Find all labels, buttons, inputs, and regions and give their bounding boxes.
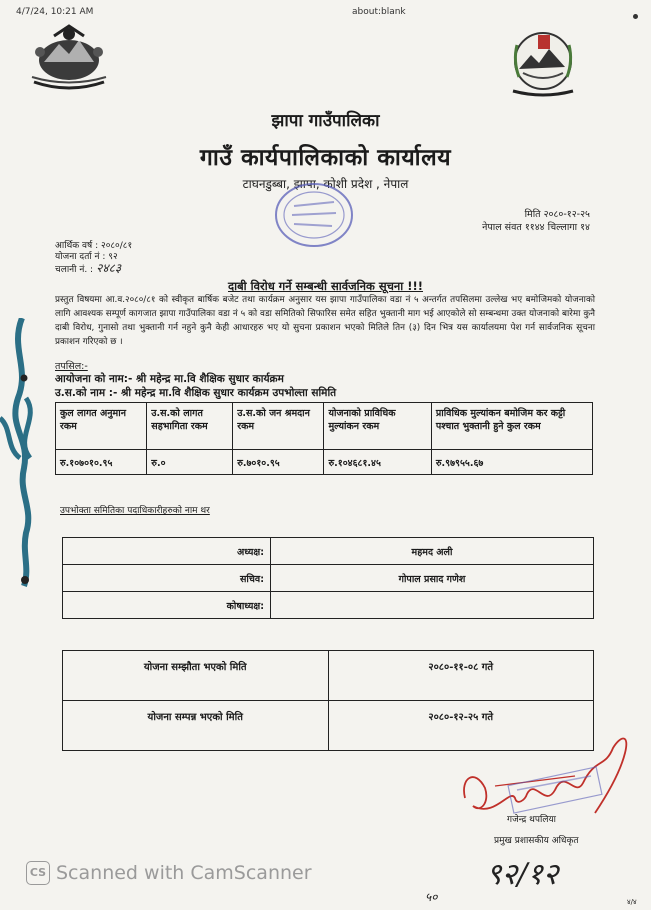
signatory-name: गजेन्द्र थपलिया	[507, 815, 557, 825]
dispatch-label: चलानी नं. :	[55, 265, 94, 275]
table-row	[63, 651, 594, 701]
date-nepal-sambat: नेपाल संवत ११४४ चिल्लागा १४	[482, 222, 590, 233]
official-role: सचिव:	[63, 565, 271, 592]
cost-header-cell: उ.स.को जन श्रमदान रकम	[233, 403, 324, 450]
binding-thread-icon	[0, 318, 48, 588]
office-stamp-icon	[272, 180, 356, 250]
officials-table	[62, 537, 594, 619]
page-number: ४/४	[627, 898, 637, 906]
signatory-role: प्रमुख प्रशासकीय अधिकृत	[494, 836, 579, 846]
schedule-label: योजना सम्झौता भएको मिति	[63, 651, 329, 701]
camscanner-logo-icon: CS	[26, 861, 50, 885]
handwritten-note: ५०	[425, 890, 438, 904]
tapsil-label: तपसिल:-	[55, 361, 88, 372]
nepal-emblem-icon	[24, 22, 114, 94]
officials-caption: उपभोक्ता समितिका पदाधिकारीहरुको नाम थर	[60, 506, 210, 516]
official-name: गोपाल प्रसाद गणेश	[271, 565, 594, 592]
handwritten-number: ९२/१२	[486, 857, 559, 892]
cost-table-header	[56, 403, 593, 450]
cost-header-cell: उ.स.को लागत सहभागिता रकम	[147, 403, 233, 450]
schedule-value: २०८०-१२-२५ गते	[328, 701, 594, 751]
table-row	[63, 592, 594, 619]
cost-header-cell: कुल लागत अनुमान रकम	[56, 403, 147, 450]
date-bs: मिति २०८०-१२-२५	[524, 209, 590, 220]
camscanner-text: Scanned with CamScanner	[56, 862, 312, 884]
committee-name: उ.स.को नाम :- श्री महेन्द्र मा.वि शैक्षिक सुधार कार्यक्रम उपभोल्ता समिति	[55, 387, 337, 399]
date-block	[440, 208, 590, 234]
official-role: अध्यक्ष:	[63, 538, 271, 565]
camscanner-watermark	[26, 861, 312, 885]
cost-header-cell: प्राविधिक मुल्यांकन बमोजिम कर कट्टी पश्चात भुक्तानी हुने कुल रकम	[431, 403, 592, 450]
official-name	[271, 592, 594, 619]
dispatch-number	[55, 263, 132, 276]
cost-table	[55, 402, 593, 475]
plan-registration: योजना दर्ता नं : ९२	[55, 252, 118, 262]
cost-value-cell: रु.९७९५५.६७	[431, 450, 592, 475]
cost-table-row	[56, 450, 593, 475]
schedule-value: २०८०-११-०८ गते	[328, 651, 594, 701]
official-role: कोषाध्यक्ष:	[63, 592, 271, 619]
table-row	[63, 565, 594, 592]
official-name: महमद अली	[271, 538, 594, 565]
cost-value-cell: रु.१०४६८१.४५	[324, 450, 431, 475]
print-dot	[633, 14, 638, 19]
municipality-name: झापा गाउँपालिका	[271, 111, 380, 131]
project-name: आयोजना को नाम:- श्री महेन्द्र मा.वि शैक्षिक सुधार कार्यक्रम	[55, 373, 284, 385]
print-datetime: 4/7/24, 10:21 AM	[16, 7, 94, 17]
office-address: टाघनडुब्बा, झापा, कोशी प्रदेश , नेपाल	[242, 177, 409, 191]
notice-paragraph: प्रस्तुत विषयमा आ.व.२०८०/८१ को स्वीकृत बार्षिक बजेट तथा कार्यक्रम अनुसार यस झापा गाउँपालिका वडा नं ५ अन्तर्गत तपसिलमा उल्लेख भए बमोजिमको योजनाको लागि आवश्यक सम्पूर्ण कागजात झापा गाउँपालिका वडा नं ५ को वडा समितिको सिफारिस समेत सहित भुक्तानी माग भई आएकोले सो सम्बन्धमा उक्त योजनाको बारेमा कुनै दाबी विरोध, गुनासो तथा भुक्तानी गर्न नहुने कुनै केही आधारहरु भए यो सुचना प्रकाशन भएको मितिले तिन (३) दिन भित्र यस कार्यालयमा पेश गर्न सार्वजनिक सूचना प्रकाशन गरिएको छ ।	[55, 295, 595, 347]
fiscal-year: आर्थिक वर्ष : २०८०/८१	[55, 241, 133, 251]
schedule-label: योजना सम्पन्न भएको मिति	[63, 701, 329, 751]
cost-header-cell: योजनाको प्राविधिक मुल्यांकन रकम	[324, 403, 431, 450]
reference-block	[55, 241, 132, 276]
table-row	[63, 538, 594, 565]
dispatch-handwritten: २४८३	[96, 261, 122, 275]
print-header	[0, 0, 651, 22]
municipality-emblem-icon	[505, 25, 581, 99]
office-title: गाउँ कार्यपालिकाको कार्यालय	[199, 145, 452, 171]
print-url: about:blank	[352, 7, 406, 17]
cost-value-cell: रु.७०१०.९५	[233, 450, 324, 475]
cost-value-cell: रु.०	[147, 450, 233, 475]
cost-value-cell: रु.१०७०१०.९५	[56, 450, 147, 475]
notice-heading: दाबी विरोध गर्ने सम्बन्धी सार्वजनिक सूचना !!!	[228, 279, 423, 293]
